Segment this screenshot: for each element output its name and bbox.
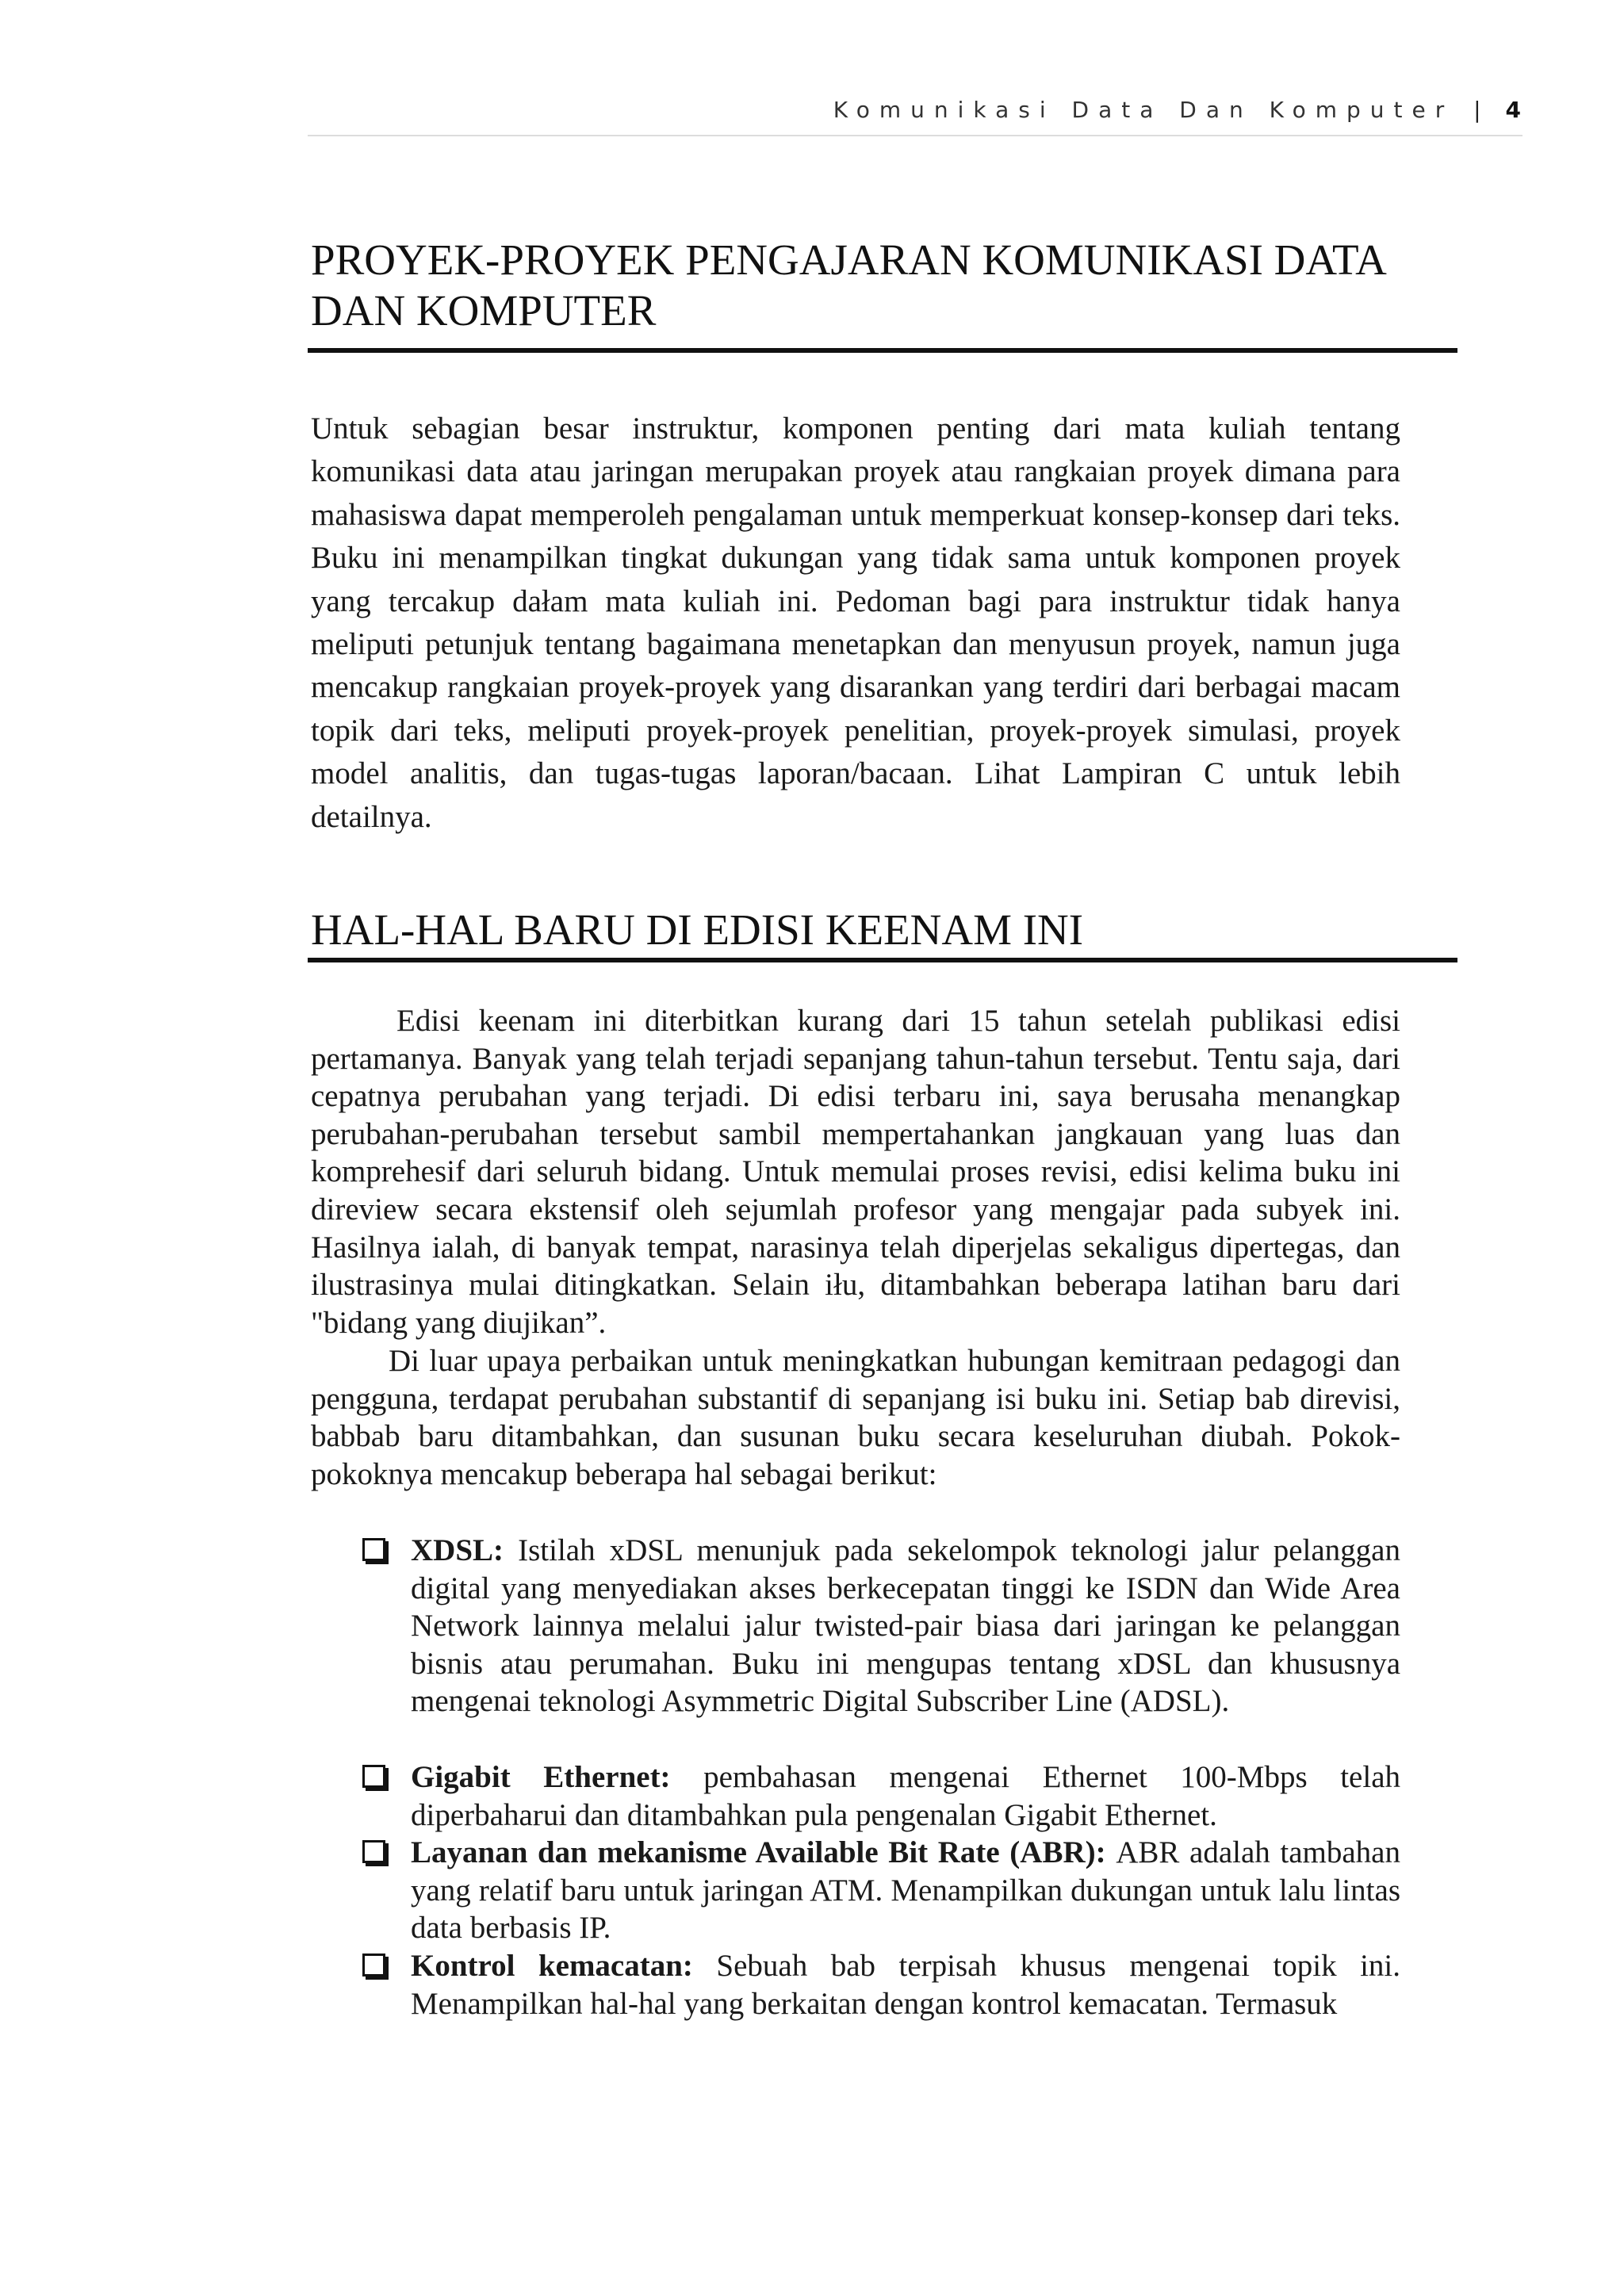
list-item-text: Istilah xDSL menunjuk pada sekelompok teknologi jalur pelanggan digital yang menyediakan akses berkecepatan tinggi ke ISDN dan Wide Area Network lainnya melalui jalur twisted-pair biasa dari jaringan ke pelanggan bisnis atau perumahan. Buku ini mengupas tentang xDSL dan khususnya mengenai teknologi Asymmetric Digital Subscriber Line (ADSL). xyxy=(411,1533,1400,1719)
list-item-term: Layanan dan mekanisme Available Bit Rate (ABR): xyxy=(411,1835,1116,1870)
list-item xyxy=(311,1758,1400,1834)
list-item-term: XDSL: xyxy=(411,1533,519,1567)
list-item xyxy=(311,1947,1400,2022)
list-item-term: Gigabit Ethernet: xyxy=(411,1759,704,1794)
checkbox-bullet-icon xyxy=(362,1840,385,1863)
list-item-text: ABR adalah tambahan yang relatif baru untuk jaringan ATM. Menampilkan dukungan untuk lalu lintas data berbasis IP. xyxy=(411,1835,1400,1946)
header-rule xyxy=(308,135,1522,136)
list-item-term: Kontrol kemacatan: xyxy=(411,1948,717,1983)
section-heading-new-edition: HAL-HAL BARU DI EDISI KEENAM INI xyxy=(311,905,1084,954)
list-item xyxy=(311,1532,1400,1720)
paragraph-new-edition-2: Di luar upaya perbaikan untuk meningkatkan hubungan kemitraan pedagogi dan pengguna, terdapat perubahan substantif di sepanjang isi buku ini. Setiap bab direvisi, babbab baru ditambahkan, dan susunan buku secara keseluruhan diubah. Pokok-pokoknya mencakup beberapa hal sebagai berikut: xyxy=(311,1344,1400,1491)
page-number: 4 xyxy=(1505,97,1521,123)
heading-underline xyxy=(308,348,1457,353)
heading-underline xyxy=(308,958,1457,962)
checkbox-bullet-icon xyxy=(362,1538,385,1561)
section-heading-projects: PROYEK-PROYEK PENGAJARAN KOMUNIKASI DATA DAN KOMPUTER xyxy=(311,235,1385,335)
feature-list xyxy=(311,1532,1400,2022)
running-header xyxy=(833,97,1521,123)
header-separator: | xyxy=(1473,97,1481,123)
checkbox-bullet-icon xyxy=(362,1954,385,1976)
checkbox-bullet-icon xyxy=(362,1765,385,1788)
list-item-text: pembahasan mengenai Ethernet 100-Mbps telah diperbaharui dan ditambahkan pula pengenalan Gigabit Ethernet. xyxy=(411,1759,1401,1832)
paragraph-projects: Untuk sebagian besar instruktur, komponen penting dari mata kuliah tentang komunikasi data atau jaringan merupakan proyek atau rangkaian proyek dimana para mahasiswa dapat memperoleh pengalaman untuk memperkuat konsep-konsep dari teks. Buku ini menampilkan tingkat dukungan yang tidak sama untuk komponen proyek yang tercakup dałam mata kuliah ini. Pedoman bagi para instruktur tidak hanya meliputi petunjuk tentang bagaimana menetapkan dan menyusun proyek, namun juga mencakup rangkaian proyek-proyek yang disarankan yang terdiri dari berbagai macam topik dari teks, meliputi proyek-proyek penelitian, proyek-proyek simulasi, proyek model analitis, dan tugas-tugas laporan/bacaan. Lihat Lampiran C untuk lebih detailnya. xyxy=(311,411,1400,834)
paragraph-new-edition-1: Edisi keenam ini diterbitkan kurang dari 15 tahun setelah publikasi edisi pertamanya. Banyak yang telah terjadi sepanjang tahun-tahun tersebut. Tentu saja, dari cepatnya perubahan yang terjadi. Di edisi terbaru ini, saya berusaha menangkap perubahan-perubahan tersebut sambil mempertahankan jangkauan yang luas dan komprehesif dari seluruh bidang. Untuk memulai proses revisi, edisi kelima buku ini direview secara ekstensif oleh sejumlah profesor yang mengajar pada subyek ini. Hasilnya ialah, di banyak tempat, narasinya telah diperjelas sekaligus dipertegas, dan ilustrasinya mulai ditingkatkan. Selain iłu, ditambahkan beberapa latihan baru dari "bidang yang diujikan”. xyxy=(311,1004,1400,1340)
running-title: Komunikasi Data Dan Komputer xyxy=(833,97,1454,123)
list-item xyxy=(311,1834,1400,1947)
list-item-text: Sebuah bab terpisah khusus mengenai topik ini. Menampilkan hal-hal yang berkaitan dengan kontrol kemacatan. Termasuk xyxy=(411,1948,1400,2021)
